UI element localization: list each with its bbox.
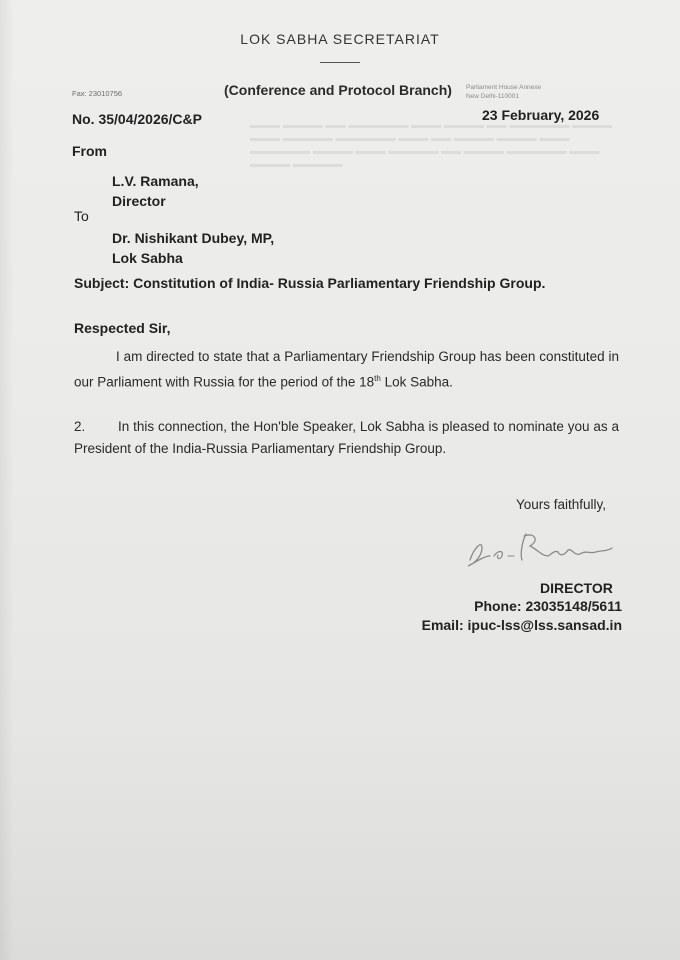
signature-stroke-4: [521, 534, 612, 560]
page-shadow: [0, 0, 14, 960]
signature-image: [460, 526, 625, 572]
paragraph-1: [74, 346, 619, 394]
heading-underline: [320, 62, 360, 63]
reference-number: No. 35/04/2026/C&P: [72, 111, 202, 127]
signature-stroke-2: [494, 552, 502, 559]
fax-number: Fax: 23010756: [72, 89, 123, 98]
ordinal-suffix: th: [374, 374, 381, 383]
address-line-1: Parliament House Annexe: [466, 84, 542, 91]
sender-name: L.V. Ramana,: [112, 173, 199, 189]
to-label: To: [74, 208, 89, 224]
letter-date: 23 February, 2026: [482, 107, 600, 123]
recipient-house: Lok Sabha: [112, 250, 183, 266]
valediction: Yours faithfully,: [516, 497, 607, 512]
paragraph-number: 2.: [74, 419, 86, 434]
paragraph-1-text: I am directed to state that a Parliamentary Friendship Group has been constituted in our Parliament with Russia for the period of the 18: [74, 349, 619, 390]
sender-block: [112, 171, 199, 211]
address-line-2: New Delhi-110001: [466, 93, 519, 100]
contact-email: Email: ipuc-lss@lss.sansad.in: [421, 617, 622, 633]
secretariat-heading: LOK SABHA SECRETARIAT: [240, 31, 440, 47]
from-label: From: [72, 143, 107, 159]
paragraph-2-text: In this connection, the Hon'ble Speaker, Lok Sabha is pleased to nominate you as a President of the India-Russia Parliamentary Friendship Group.: [74, 419, 619, 456]
contact-phone: Phone: 23035148/5611: [474, 598, 622, 614]
subject-line: Subject: Constitution of India- Russia Parliamentary Friendship Group.: [74, 275, 546, 291]
signatory-designation: DIRECTOR: [540, 580, 613, 596]
recipient-block: [112, 228, 274, 268]
show-through-text: ▬▬▬ ▬▬▬▬ ▬▬ ▬▬▬▬▬▬ ▬▬▬ ▬▬▬▬ ▬▬ ▬▬▬▬▬▬ ▬▬▬▬ ▬▬▬ ▬▬▬▬▬ ▬▬▬▬▬▬ ▬▬▬ ▬▬ ▬▬▬▬ ▬▬▬▬ ▬▬▬ ▬▬▬▬▬▬ ▬▬▬▬ ▬▬▬ ▬▬▬▬▬ ▬▬ ▬▬▬▬ ▬▬▬▬▬▬ ▬▬▬ ▬▬▬▬ ▬▬▬▬▬: [250, 120, 613, 170]
office-address: [466, 83, 596, 101]
signature-stroke-1: [468, 545, 490, 566]
branch-name: (Conference and Protocol Branch): [224, 82, 452, 98]
sender-designation: Director: [112, 193, 166, 209]
recipient-name: Dr. Nishikant Dubey, MP,: [112, 230, 275, 246]
salutation: Respected Sir,: [74, 320, 171, 336]
paragraph-1-end: Lok Sabha.: [380, 374, 453, 390]
paragraph-2: [74, 416, 619, 460]
